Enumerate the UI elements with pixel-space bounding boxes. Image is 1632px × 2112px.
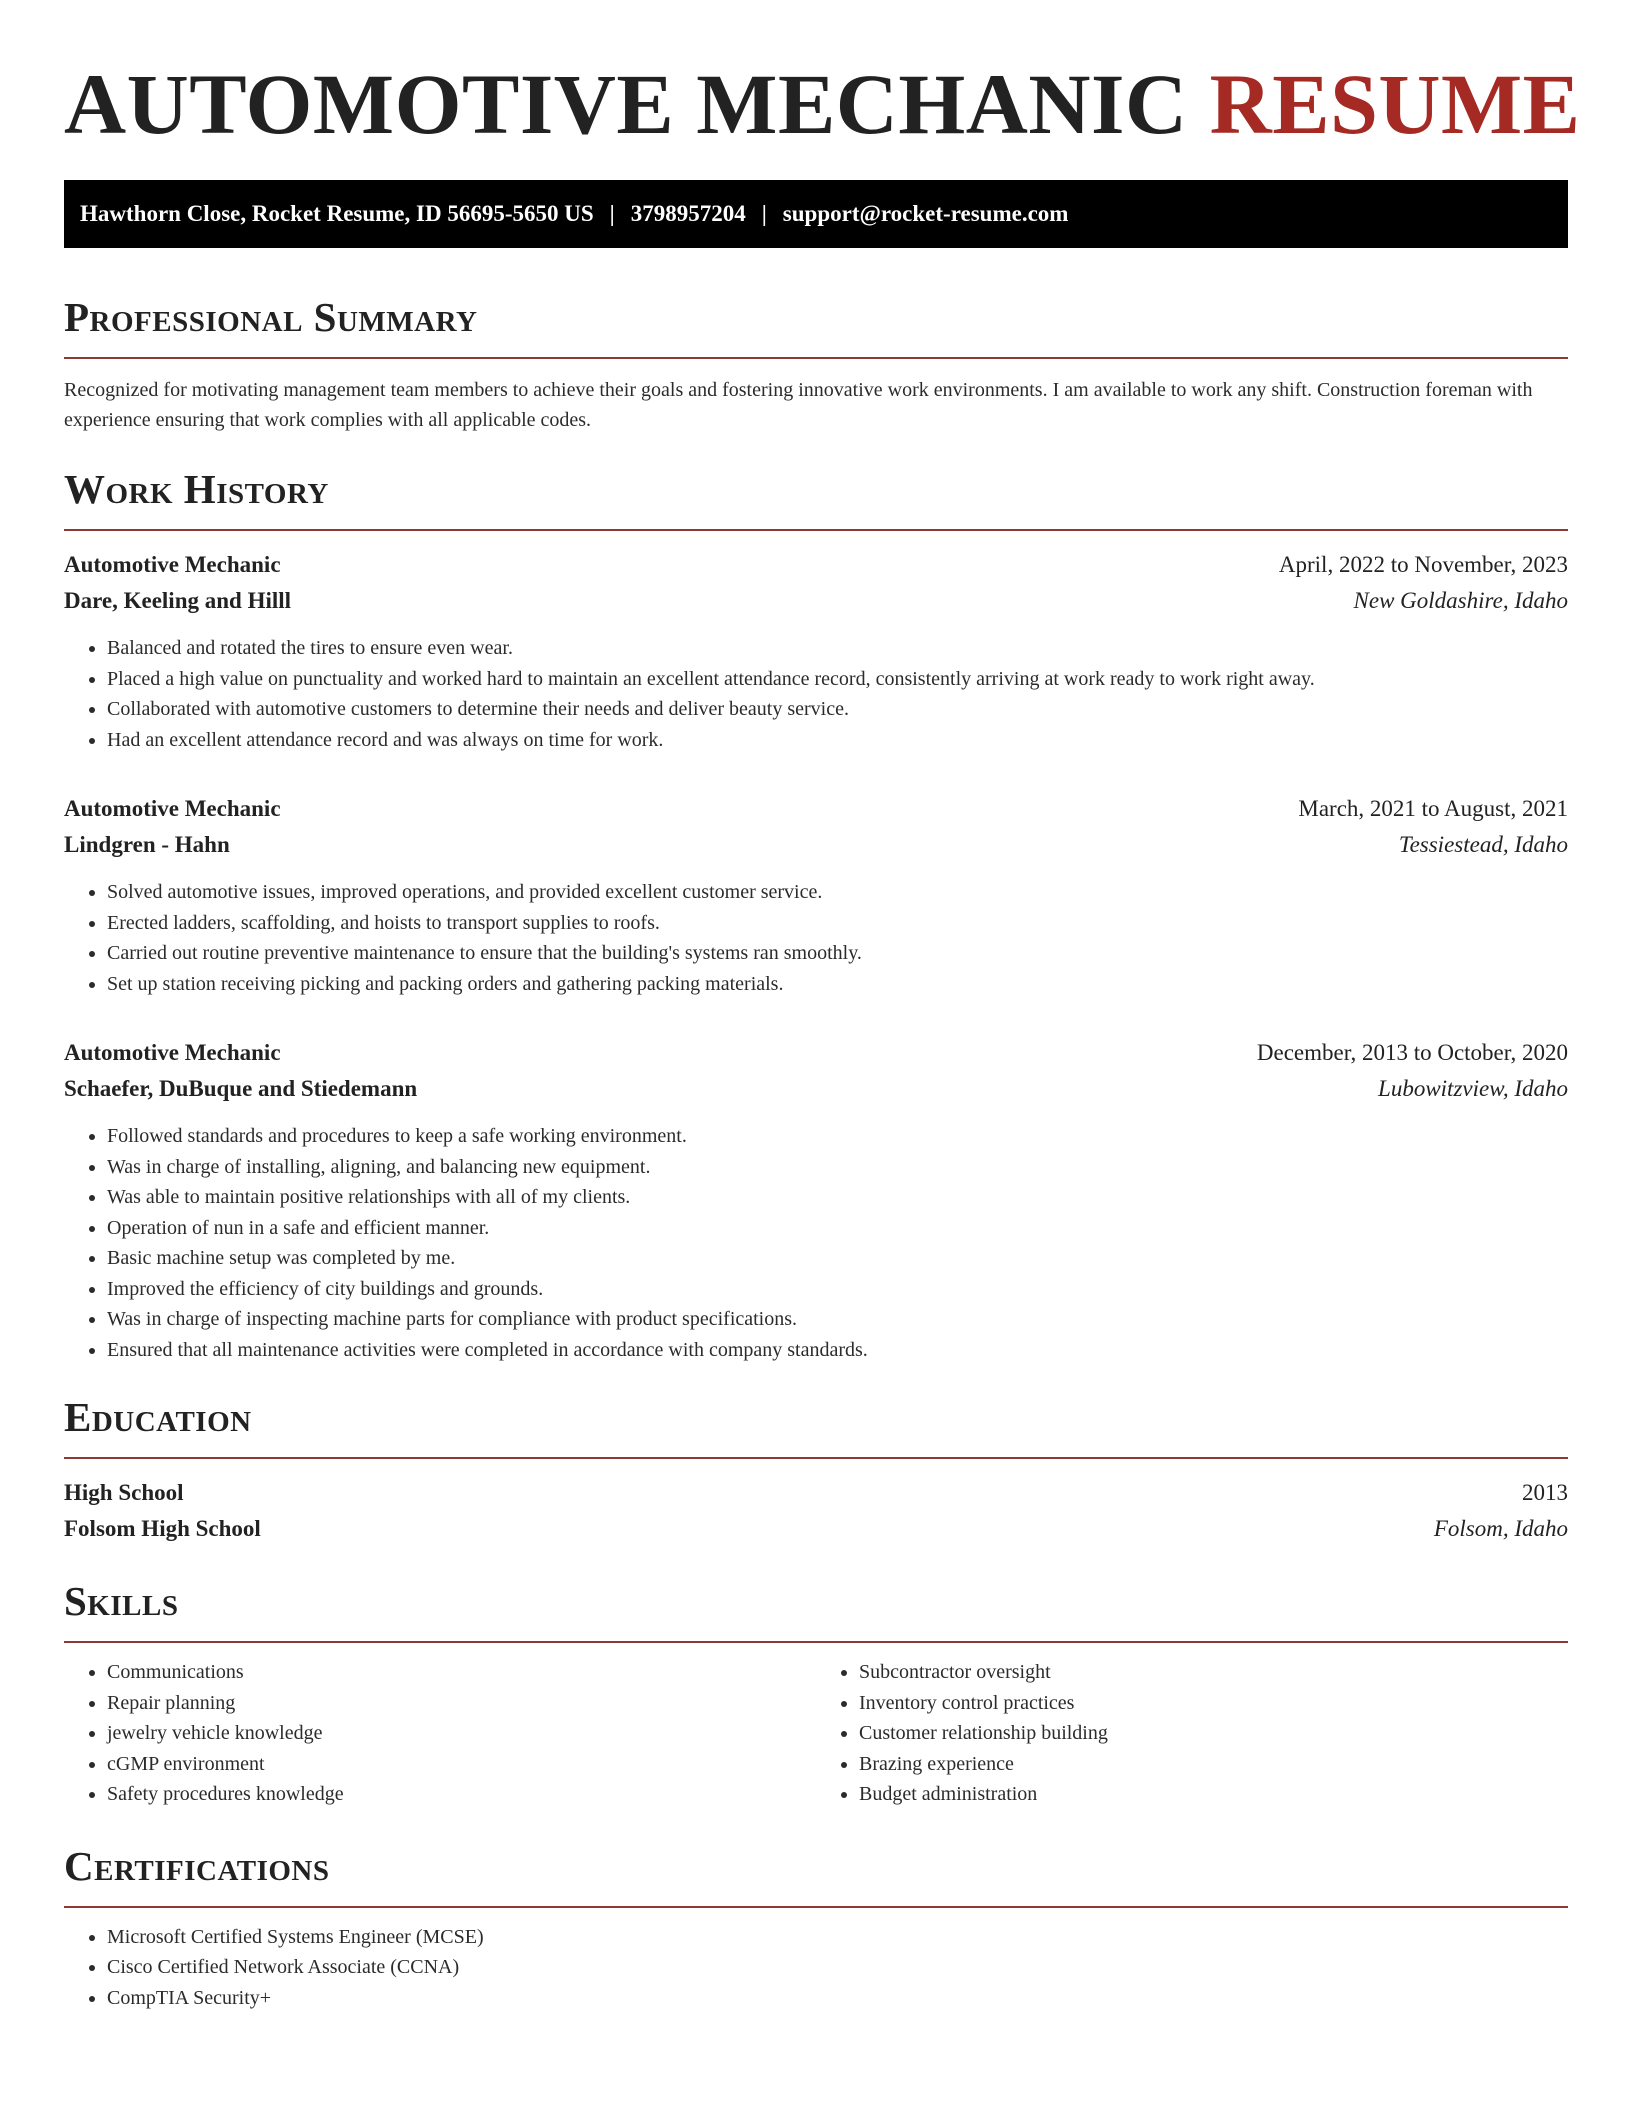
job-company: Schaefer, DuBuque and Stiedemann — [64, 1076, 418, 1101]
resume-title — [64, 56, 1581, 152]
section-title-education: Education — [64, 1394, 252, 1440]
job-bullet: • Ensured that all maintenance activities were completed in accordance with company standards. — [107, 1335, 1568, 1366]
job-bullet: • Balanced and rotated the tires to ensure even wear. — [107, 633, 1568, 664]
contact-separator: | — [761, 201, 767, 226]
job-bullet: • Improved the efficiency of city buildings and grounds. — [107, 1274, 1568, 1305]
job-company-row — [64, 1071, 1568, 1107]
skill-item: • Inventory control practices — [859, 1688, 1568, 1719]
certification-item: • Microsoft Certified Systems Engineer (MCSE) — [107, 1922, 1568, 1953]
skills-grid — [64, 1643, 1568, 1810]
section-title-summary: Professional Summary — [64, 294, 478, 340]
section-title-skills: Skills — [64, 1578, 179, 1624]
contact-phone[interactable]: 3798957204 — [630, 201, 746, 226]
education-header-row — [64, 1475, 1568, 1511]
skills-list-left — [64, 1657, 816, 1810]
education-degree: High School — [64, 1480, 184, 1505]
job-bullet: • Was in charge of installing, aligning, and balancing new equipment. — [107, 1152, 1568, 1183]
skills-list-right — [816, 1657, 1568, 1810]
job-company: Dare, Keeling and Hilll — [64, 588, 292, 613]
skill-item: • jewelry vehicle knowledge — [107, 1718, 816, 1749]
skill-item: • Customer relationship building — [859, 1718, 1568, 1749]
skill-item: • Safety procedures knowledge — [107, 1779, 816, 1810]
education-entry — [64, 1475, 1568, 1547]
section-divider — [64, 357, 1568, 359]
contact-address: Hawthorn Close, Rocket Resume, ID 56695-5650 US — [80, 201, 594, 226]
job-bullet: • Erected ladders, scaffolding, and hoists to transport supplies to roofs. — [107, 908, 1568, 939]
contact-bar — [64, 180, 1568, 248]
job-header-row — [64, 1035, 1568, 1071]
education-section — [64, 1391, 1568, 1547]
skill-item: • cGMP environment — [107, 1749, 816, 1780]
certifications-section — [64, 1840, 1568, 2014]
job-dates: December, 2013 to October, 2020 — [1256, 1040, 1568, 1065]
section-divider — [64, 1906, 1568, 1908]
job-company: Lindgren - Hahn — [64, 832, 230, 857]
education-school: Folsom High School — [64, 1516, 261, 1541]
job-title: Automotive Mechanic — [64, 552, 281, 577]
skill-item: • Budget administration — [859, 1779, 1568, 1810]
job-bullets — [64, 1121, 1568, 1365]
contact-separator: | — [609, 201, 615, 226]
education-school-row — [64, 1511, 1568, 1547]
job-bullet: • Basic machine setup was completed by me. — [107, 1243, 1568, 1274]
job-entry — [64, 547, 1568, 755]
summary-text: Recognized for motivating management team members to achieve their goals and fostering innovative work environments. I am available to work any shift. Construction foreman with experience ensuring that work complies with all applicable codes. — [64, 379, 1533, 431]
certification-item: • CompTIA Security+ — [107, 1983, 1568, 2014]
job-dates: March, 2021 to August, 2021 — [1298, 796, 1568, 821]
skill-item: • Brazing experience — [859, 1749, 1568, 1780]
skill-item: • Subcontractor oversight — [859, 1657, 1568, 1688]
certification-item: • Cisco Certified Network Associate (CCNA) — [107, 1952, 1568, 1983]
section-title-certifications: Certifications — [64, 1842, 330, 1889]
job-company-row — [64, 583, 1568, 619]
skill-item: • Repair planning — [107, 1688, 816, 1719]
job-bullet: • Placed a high value on punctuality and worked hard to maintain an excellent attendance record, consistently arriving at work ready to work right away. — [107, 664, 1568, 695]
job-bullets — [64, 877, 1568, 999]
job-bullets — [64, 633, 1568, 755]
job-bullet: • Was in charge of inspecting machine parts for compliance with product specifications. — [107, 1304, 1568, 1335]
job-dates: April, 2022 to November, 2023 — [1278, 552, 1568, 577]
contact-email[interactable]: support@rocket-resume.com — [782, 201, 1069, 226]
job-title: Automotive Mechanic — [64, 1040, 281, 1065]
section-title-work-history: Work History — [64, 466, 329, 512]
job-header-row — [64, 791, 1568, 827]
job-bullet: • Had an excellent attendance record and was always on time for work. — [107, 725, 1568, 756]
education-location: Folsom, Idaho — [1433, 1516, 1568, 1541]
title-accent: RESUME — [1209, 56, 1581, 152]
job-location: Tessiestead, Idaho — [1398, 832, 1568, 857]
title-main: AUTOMOTIVE MECHANIC — [64, 56, 1188, 152]
certifications-list — [64, 1922, 1568, 2014]
section-divider — [64, 1457, 1568, 1459]
section-divider — [64, 529, 1568, 531]
job-bullet: • Followed standards and procedures to keep a safe working environment. — [107, 1121, 1568, 1152]
job-bullet: • Set up station receiving picking and packing orders and gathering packing materials. — [107, 969, 1568, 1000]
skill-item: • Communications — [107, 1657, 816, 1688]
job-bullet: • Was able to maintain positive relationships with all of my clients. — [107, 1182, 1568, 1213]
job-title: Automotive Mechanic — [64, 796, 281, 821]
skills-section — [64, 1575, 1568, 1810]
education-year: 2013 — [1522, 1480, 1568, 1505]
summary-section — [64, 291, 1568, 435]
job-entry — [64, 791, 1568, 999]
job-list — [64, 547, 1568, 1365]
job-entry — [64, 1035, 1568, 1365]
job-header-row — [64, 547, 1568, 583]
job-bullet: • Carried out routine preventive maintenance to ensure that the building's systems ran smoothly. — [107, 938, 1568, 969]
job-location: Lubowitzview, Idaho — [1378, 1076, 1568, 1101]
job-bullet: • Collaborated with automotive customers to determine their needs and deliver beauty service. — [107, 694, 1568, 725]
job-bullet: • Operation of nun in a safe and efficient manner. — [107, 1213, 1568, 1244]
job-bullet: • Solved automotive issues, improved operations, and provided excellent customer service. — [107, 877, 1568, 908]
job-company-row — [64, 827, 1568, 863]
work-history-section — [64, 463, 1568, 1365]
job-location: New Goldashire, Idaho — [1353, 588, 1568, 613]
